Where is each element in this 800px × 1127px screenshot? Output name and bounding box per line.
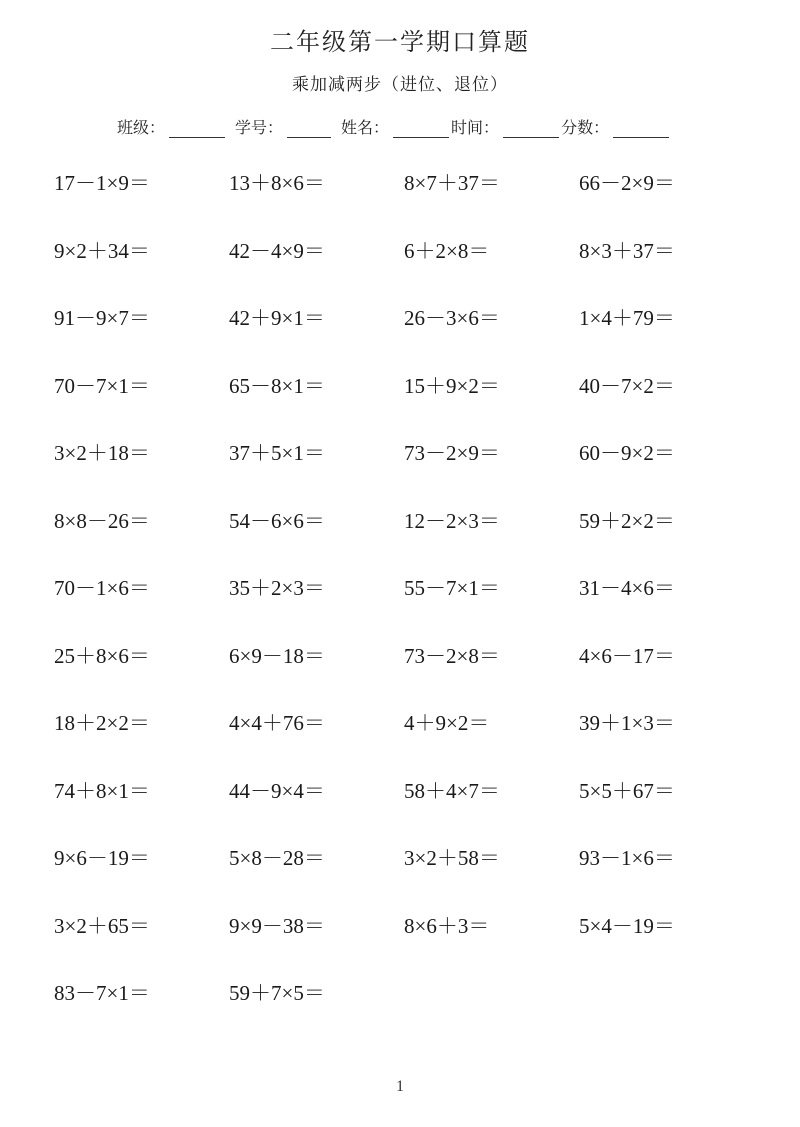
math-problem: 93－1×6＝ xyxy=(579,846,675,870)
math-problem: 8×3＋37＝ xyxy=(579,238,675,263)
problem-row xyxy=(54,843,774,911)
math-problem: 4×6－17＝ xyxy=(579,643,675,668)
math-problem: 42＋9×1＝ xyxy=(229,306,325,330)
math-problem: 70－7×1＝ xyxy=(54,373,150,398)
math-problem: 6×9－18＝ xyxy=(229,643,325,668)
math-problem: 73－2×8＝ xyxy=(404,643,500,668)
info-label: 姓名： xyxy=(341,118,390,137)
problem-row xyxy=(54,168,774,236)
info-field-class xyxy=(117,115,225,138)
page-number: 1 xyxy=(396,1078,404,1095)
info-label: 分数： xyxy=(561,118,610,137)
math-problem: 74＋8×1＝ xyxy=(54,778,150,803)
page-title: 二年级第一学期口算题 xyxy=(270,28,530,56)
math-problem: 13＋8×6＝ xyxy=(229,171,325,195)
math-problem: 83－7×1＝ xyxy=(54,981,150,1005)
math-problem: 55－7×1＝ xyxy=(404,576,500,600)
math-problem: 3×2＋18＝ xyxy=(54,441,150,465)
math-problem: 3×2＋58＝ xyxy=(404,846,500,870)
math-problem: 54－6×6＝ xyxy=(229,508,325,533)
math-problem: 58＋4×7＝ xyxy=(404,778,500,803)
blank-line[interactable] xyxy=(393,121,449,138)
problem-grid xyxy=(54,168,774,1046)
info-field-score xyxy=(561,115,669,138)
math-problem: 73－2×9＝ xyxy=(404,441,500,465)
math-problem: 60－9×2＝ xyxy=(579,441,675,465)
math-problem: 37＋5×1＝ xyxy=(229,441,325,465)
info-label: 时间： xyxy=(451,118,500,137)
math-problem: 40－7×2＝ xyxy=(579,373,675,398)
problem-row xyxy=(54,708,774,776)
blank-line[interactable] xyxy=(613,121,669,138)
math-problem: 9×6－19＝ xyxy=(54,846,150,870)
math-problem: 9×2＋34＝ xyxy=(54,238,150,263)
math-problem: 26－3×6＝ xyxy=(404,306,500,330)
math-problem: 44－9×4＝ xyxy=(229,778,325,803)
math-problem: 12－2×3＝ xyxy=(404,508,500,533)
math-problem: 65－8×1＝ xyxy=(229,373,325,398)
problem-row xyxy=(54,573,774,641)
blank-line[interactable] xyxy=(503,121,559,138)
problem-row xyxy=(54,506,774,574)
problem-row xyxy=(54,438,774,506)
math-problem: 8×6＋3＝ xyxy=(404,913,490,938)
math-problem: 25＋8×6＝ xyxy=(54,643,150,668)
student-info-line xyxy=(117,115,679,138)
math-problem: 8×8－26＝ xyxy=(54,508,150,533)
math-problem: 35＋2×3＝ xyxy=(229,576,325,600)
info-label: 班级： xyxy=(117,118,166,137)
problem-row xyxy=(54,776,774,844)
math-problem: 8×7＋37＝ xyxy=(404,171,500,195)
math-problem: 66－2×9＝ xyxy=(579,171,675,195)
math-problem: 91－9×7＝ xyxy=(54,306,150,330)
info-field-time xyxy=(451,115,559,138)
math-problem: 6＋2×8＝ xyxy=(404,238,490,263)
math-problem: 15＋9×2＝ xyxy=(404,373,500,398)
math-problem: 42－4×9＝ xyxy=(229,238,325,263)
problem-row xyxy=(54,371,774,439)
info-field-name xyxy=(341,115,449,138)
info-field-student-id xyxy=(235,115,331,138)
problem-row xyxy=(54,641,774,709)
problem-row xyxy=(54,236,774,304)
math-problem: 5×8－28＝ xyxy=(229,846,325,870)
math-problem: 5×5＋67＝ xyxy=(579,778,675,803)
math-problem: 59＋2×2＝ xyxy=(579,508,675,533)
math-problem: 4×4＋76＝ xyxy=(229,711,325,735)
math-problem: 1×4＋79＝ xyxy=(579,306,675,330)
problem-row xyxy=(54,911,774,979)
math-problem: 70－1×6＝ xyxy=(54,576,150,600)
math-problem: 59＋7×5＝ xyxy=(229,981,325,1005)
math-problem: 3×2＋65＝ xyxy=(54,913,150,938)
info-label: 学号： xyxy=(235,118,284,137)
math-problem: 18＋2×2＝ xyxy=(54,711,150,735)
problem-row xyxy=(54,303,774,371)
math-problem: 17－1×9＝ xyxy=(54,171,150,195)
math-problem: 31－4×6＝ xyxy=(579,576,675,600)
math-problem: 4＋9×2＝ xyxy=(404,711,490,735)
problem-row xyxy=(54,978,774,1046)
math-problem: 39＋1×3＝ xyxy=(579,711,675,735)
math-problem: 5×4－19＝ xyxy=(579,913,675,938)
blank-line[interactable] xyxy=(169,121,225,138)
blank-line[interactable] xyxy=(287,121,331,138)
page-subtitle: 乘加减两步（进位、退位） xyxy=(292,75,508,95)
math-problem: 9×9－38＝ xyxy=(229,913,325,938)
